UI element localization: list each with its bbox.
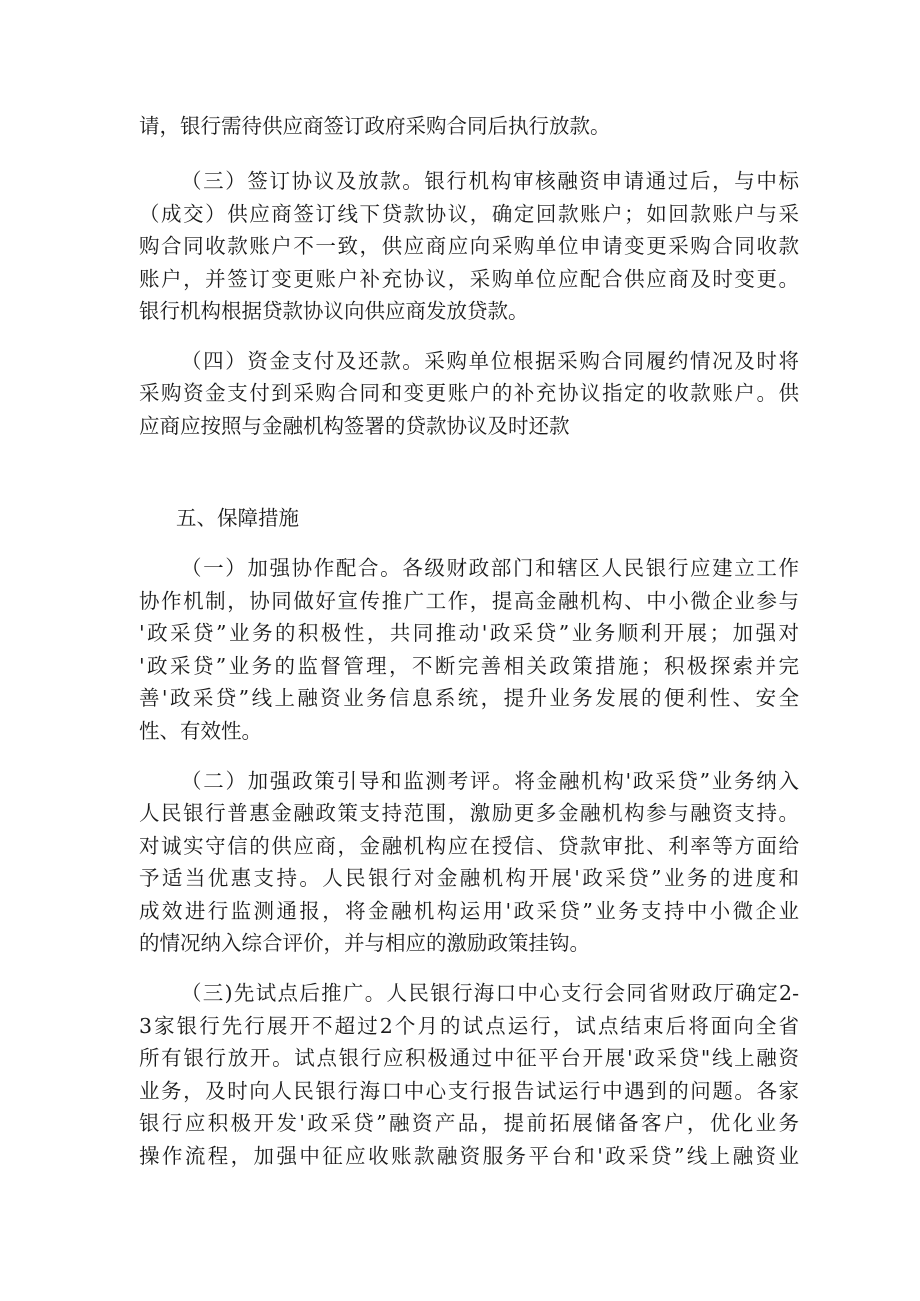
paragraph-3-line-4: 善'政采贷”线上融资业务信息系统，提升业务发展的便利性、安全	[139, 686, 799, 710]
section-heading: 五、保障措施	[176, 506, 299, 530]
paragraph-5-line-4: 银行应积极开发'政采贷”融资产品，提前拓展储备客户，优化业务	[139, 1111, 799, 1135]
paragraph-0-line-0: 请，银行需待供应商签订政府采购合同后执行放款。	[139, 114, 611, 138]
paragraph-5-line-1: 3家银行先行展开不超过2个月的试点运行，试点结束后将面向全省	[139, 1014, 799, 1038]
paragraph-1-line-3: 账户，并签订变更账户补充协议，采购单位应配合供应商及时变更。	[139, 267, 799, 291]
paragraph-1-line-4: 银行机构根据贷款协议向供应商发放贷款。	[139, 299, 529, 323]
paragraph-1-line-0: （三）签订协议及放款。银行机构审核融资申请通过后，与中标	[181, 169, 799, 193]
paragraph-4-line-5: 的情况纳入综合评价，并与相应的激励政策挂钩。	[139, 931, 590, 955]
paragraph-4-line-4: 成效进行监测通报，将金融机构运用'政采贷”业务支持中小微企业	[139, 899, 799, 923]
paragraph-2-line-1: 采购资金支付到采购合同和变更账户的补充协议指定的收款账户。供	[139, 381, 799, 405]
paragraph-2-line-0: （四）资金支付及还款。采购单位根据采购合同履约情况及时将	[181, 349, 799, 373]
paragraph-1-line-2: 购合同收款账户不一致，供应商应向采购单位申请变更采购合同收款	[139, 234, 799, 258]
paragraph-3-line-3: '政采贷”业务的监督管理，不断完善相关政策措施；积极探索并完	[139, 654, 799, 678]
paragraph-4-line-0: （二）加强政策引导和监测考评。将金融机构'政采贷”业务纳入	[181, 769, 799, 793]
paragraph-3-line-1: 协作机制，协同做好宣传推广工作，提高金融机构、中小微企业参与	[139, 589, 799, 613]
paragraph-3-line-5: 性、有效性。	[139, 719, 262, 743]
paragraph-5-line-3: 业务，及时向人民银行海口中心支行报告试运行中遇到的问题。各家	[139, 1079, 799, 1103]
paragraph-4-line-3: 予适当优惠支持。人民银行对金融机构开展'政采贷”业务的进度和	[139, 866, 799, 890]
paragraph-3-line-0: （一）加强协作配合。各级财政部门和辖区人民银行应建立工作	[181, 556, 799, 580]
paragraph-5-line-5: 操作流程，加强中征应收账款融资服务平台和'政采贷”线上融资业	[139, 1144, 799, 1168]
paragraph-3-line-2: '政采贷”业务的积极性，共同推动'政采贷”业务顺利开展；加强对	[139, 621, 799, 645]
paragraph-5-line-2: 所有银行放开。试点银行应积极通过中征平台开展'政采贷"线上融资	[139, 1046, 799, 1070]
paragraph-4-line-1: 人民银行普惠金融政策支持范围，激励更多金融机构参与融资支持。	[139, 801, 799, 825]
paragraph-5-line-0: （三)先试点后推广。人民银行海口中心支行会同省财政厅确定2-	[181, 981, 799, 1005]
paragraph-4-line-2: 对诚实守信的供应商，金融机构应在授信、贷款审批、利率等方面给	[139, 834, 799, 858]
paragraph-2-line-2: 应商应按照与金融机构签署的贷款协议及时还款	[139, 414, 570, 438]
paragraph-1-line-1: （成交）供应商签订线下贷款协议，确定回款账户；如回款账户与采	[139, 202, 799, 226]
